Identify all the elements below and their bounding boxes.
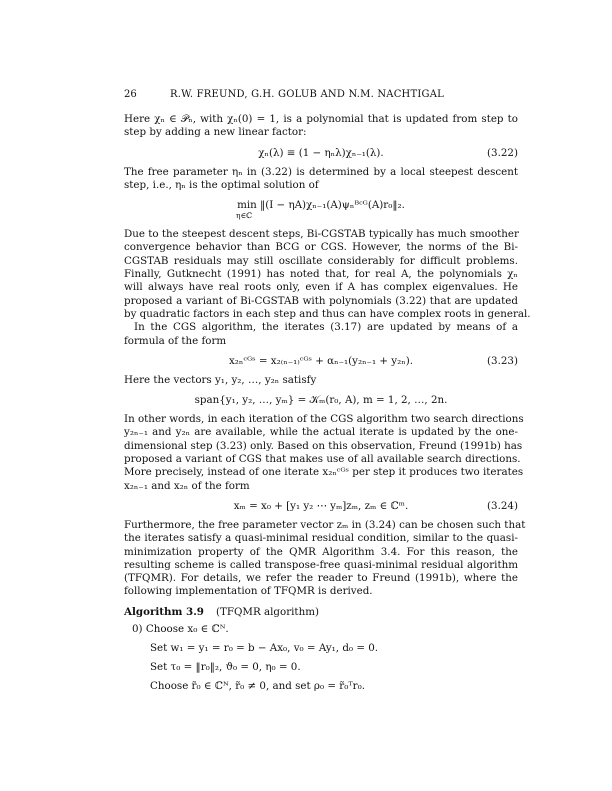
equation — [124, 499, 518, 513]
text-line: CGSTAB residuals may still oscillate considerably for difficult problems. — [124, 254, 518, 267]
algorithm-heading — [124, 604, 518, 620]
equation — [124, 393, 518, 407]
algorithm-step: 0) Choose x₀ ∈ ℂᴺ. — [132, 622, 229, 635]
text-line: Here χₙ ∈ 𝒫ₙ, with χₙ(0) = 1, is a polynomial that is updated from step to — [124, 113, 518, 125]
text-line: Finally, Gutknecht (1991) has noted that, for real A, the polynomials χₙ — [124, 268, 518, 281]
paragraph — [124, 113, 518, 140]
paragraph — [124, 374, 518, 387]
algorithm-title: (TFQMR algorithm) — [215, 605, 319, 618]
page-header — [124, 89, 518, 103]
equation — [124, 354, 518, 368]
text-line: The free parameter ηₙ in (3.22) is determined by a local steepest descent — [124, 165, 518, 178]
paragraph — [124, 166, 518, 193]
equation-number: (3.23) — [487, 354, 518, 367]
text-line: (TFQMR). For details, we refer the reader to Freund (1991b), where the — [124, 572, 518, 585]
text-line: x₂ₙ₋₁ and x₂ₙ of the form — [124, 479, 250, 492]
text-line: proposed a variant of CGS that makes use of all available search directions. — [124, 453, 521, 466]
document-page — [124, 89, 531, 696]
text-line: In other words, in each iteration of the CGS algorithm two search directions — [124, 413, 524, 426]
text-line: In the CGS algorithm, the iterates (3.17) are updated by means of a — [134, 321, 518, 334]
text-line: y₂ₙ₋₁ and y₂ₙ are available, while the actual iterate is updated by the one- — [124, 426, 518, 439]
paragraph — [124, 228, 531, 321]
paragraph — [124, 518, 526, 599]
equation-body: χₙ(λ) ≡ (1 − ηₙλ)χₙ₋₁(λ). — [258, 146, 384, 159]
text-line: following implementation of TFQMR is derived. — [124, 585, 373, 598]
text-line: resulting scheme is called transpose-free quasi-minimal residual algorithm — [124, 558, 518, 571]
text-line: Here the vectors y₁, y₂, …, y₂ₙ satisfy — [124, 373, 317, 386]
equation-body: xₘ = x₀ + [y₁ y₂ ⋯ yₘ]zₘ, zₘ ∈ ℂᵐ. — [233, 499, 409, 512]
equation-body: x₂ₙᶜᴳˢ = x₂₍ₙ₋₁₎ᶜᴳˢ + αₙ₋₁(y₂ₙ₋₁ + y₂ₙ). — [229, 354, 413, 367]
equation-number: (3.24) — [487, 499, 518, 512]
equation — [124, 146, 518, 160]
algorithm-step: Set τ₀ = ‖r₀‖₂, ϑ₀ = 0, η₀ = 0. — [150, 660, 301, 673]
equation-subscript: η∈ℂ — [236, 211, 253, 221]
text-line: minimization property of the QMR Algorithm 3.4. For this reason, the — [124, 545, 518, 558]
algorithm-steps — [124, 620, 518, 696]
text-line: More precisely, instead of one iterate x₂ₙᶜᴳˢ per step it produces two iterates — [124, 466, 524, 479]
equation-body: span{y₁, y₂, …, yₘ} = 𝒦ₘ(r₀, A), m = 1, 2, …, 2n. — [194, 394, 448, 407]
page-number: 26 — [124, 89, 137, 100]
text-line: dimensional step (3.23) only. Based on this observation, Freund (1991b) has — [124, 439, 523, 452]
text-line: the iterates satisfy a quasi-minimal residual condition, similar to the quasi- — [124, 532, 518, 545]
text-line: will always have real roots only, even if A has complex eigenvalues. He — [124, 281, 518, 294]
algorithm-label: Algorithm 3.9 — [124, 605, 204, 618]
text-line: Furthermore, the free parameter vector zₘ in (3.24) can be chosen such that — [124, 518, 526, 531]
paragraph — [124, 413, 524, 493]
equation-number: (3.22) — [487, 146, 518, 159]
text-line: Due to the steepest descent steps, Bi-CGSTAB typically has much smoother — [124, 228, 519, 241]
body-text — [124, 113, 531, 599]
paragraph — [124, 321, 518, 348]
text-line: step, i.e., ηₙ is the optimal solution of — [124, 178, 319, 191]
equation-body: min ‖(I − ηA)χₙ₋₁(A)ψₙᴮᶜᴳ(A)r₀‖₂. — [237, 199, 405, 212]
text-line: convergence behavior than BCG or CGS. However, the norms of the Bi- — [124, 241, 518, 254]
text-line: by quadratic factors in each step and thus can have complex roots in general. — [124, 307, 531, 320]
algorithm-step: Choose r̃₀ ∈ ℂᴺ, r̃₀ ≠ 0, and set ρ₀ = r̃₀ᵀr₀. — [150, 679, 365, 692]
equation — [124, 198, 518, 222]
text-line: step by adding a new linear factor: — [124, 126, 307, 139]
text-line: proposed a variant of Bi-CGSTAB with polynomials (3.22) that are updated — [124, 294, 518, 307]
text-line: formula of the form — [124, 334, 227, 347]
algorithm-step: Set w₁ = y₁ = r₀ = b − Ax₀, v₀ = Ay₁, d₀ = 0. — [150, 641, 379, 654]
running-title: R.W. FREUND, G.H. GOLUB AND N.M. NACHTIGAL — [170, 89, 444, 100]
